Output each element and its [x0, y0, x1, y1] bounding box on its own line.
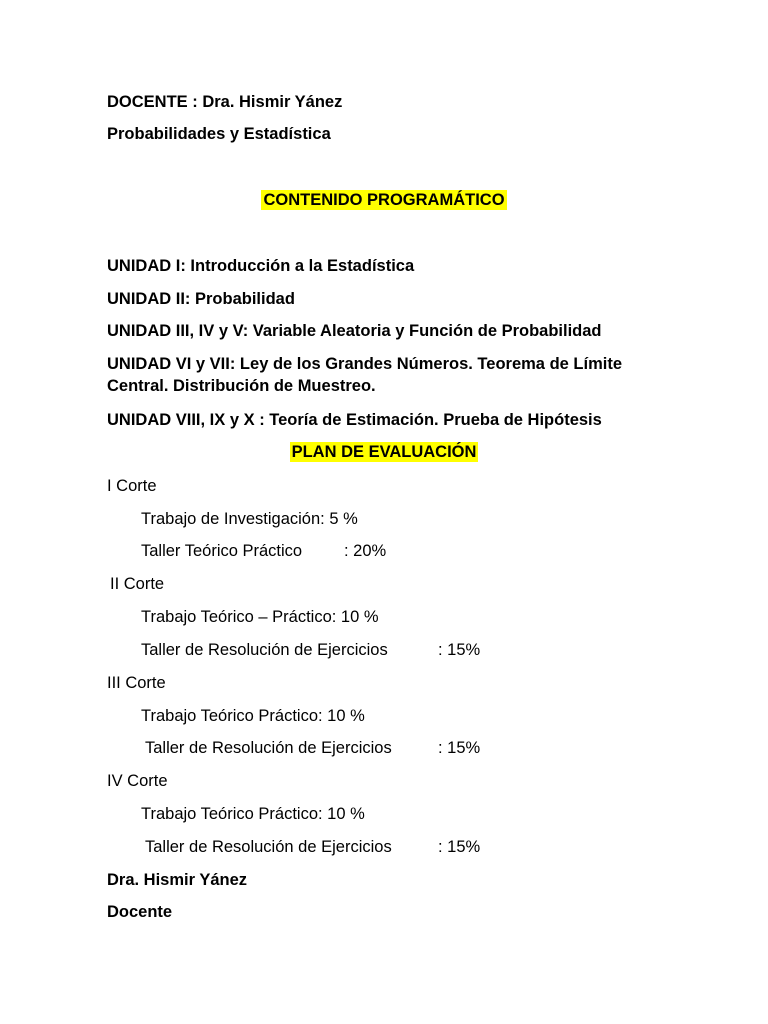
corte-2-item-2: Taller de Resolución de Ejercicios — [141, 641, 388, 659]
corte-4-item-1: Trabajo Teórico Práctico: 10 % — [141, 805, 365, 823]
unit-4: UNIDAD VI y VII: Ley de los Grandes Números. Teorema de Límite Central. Distribución de Muestreo. — [107, 355, 622, 395]
corte-3-title: III Corte — [107, 674, 166, 692]
unit-5: UNIDAD VIII, IX y X : Teoría de Estimación. Prueba de Hipótesis — [107, 411, 602, 429]
corte-3-item-2: Taller de Resolución de Ejercicios — [145, 739, 392, 757]
contenido-title-line — [0, 189, 768, 211]
signature-name: Dra. Hismir Yánez — [107, 871, 248, 889]
contenido-title: CONTENIDO PROGRAMÁTICO — [263, 191, 505, 209]
docente-header: DOCENTE : Dra. Hismir Yánez — [107, 93, 343, 111]
corte-1-title: I Corte — [107, 477, 157, 495]
corte-1-item-2: Taller Teórico Práctico — [141, 542, 303, 560]
corte-1-item-1: Trabajo de Investigación: 5 % — [141, 510, 358, 528]
corte-2-title: II Corte — [110, 575, 165, 593]
corte-3-item-2-value: : 15% — [438, 739, 481, 757]
unit-3: UNIDAD III, IV y V: Variable Aleatoria y Función de Probabilidad — [107, 322, 602, 340]
corte-2-item-2-value: : 15% — [438, 641, 481, 659]
signature-role: Docente — [107, 903, 173, 921]
corte-4-title: IV Corte — [107, 772, 168, 790]
course-title: Probabilidades y Estadística — [107, 125, 331, 143]
corte-4-item-2-value: : 15% — [438, 838, 481, 856]
unit-1: UNIDAD I: Introducción a la Estadística — [107, 257, 415, 275]
corte-4-item-2: Taller de Resolución de Ejercicios — [145, 838, 392, 856]
corte-3-item-1: Trabajo Teórico Práctico: 10 % — [141, 707, 365, 725]
plan-title: PLAN DE EVALUACIÓN — [291, 443, 477, 461]
plan-title-line — [0, 441, 768, 463]
corte-1-item-2-value: : 20% — [344, 542, 387, 560]
corte-2-item-1: Trabajo Teórico – Práctico: 10 % — [141, 608, 379, 626]
unit-2: UNIDAD II: Probabilidad — [107, 290, 295, 308]
